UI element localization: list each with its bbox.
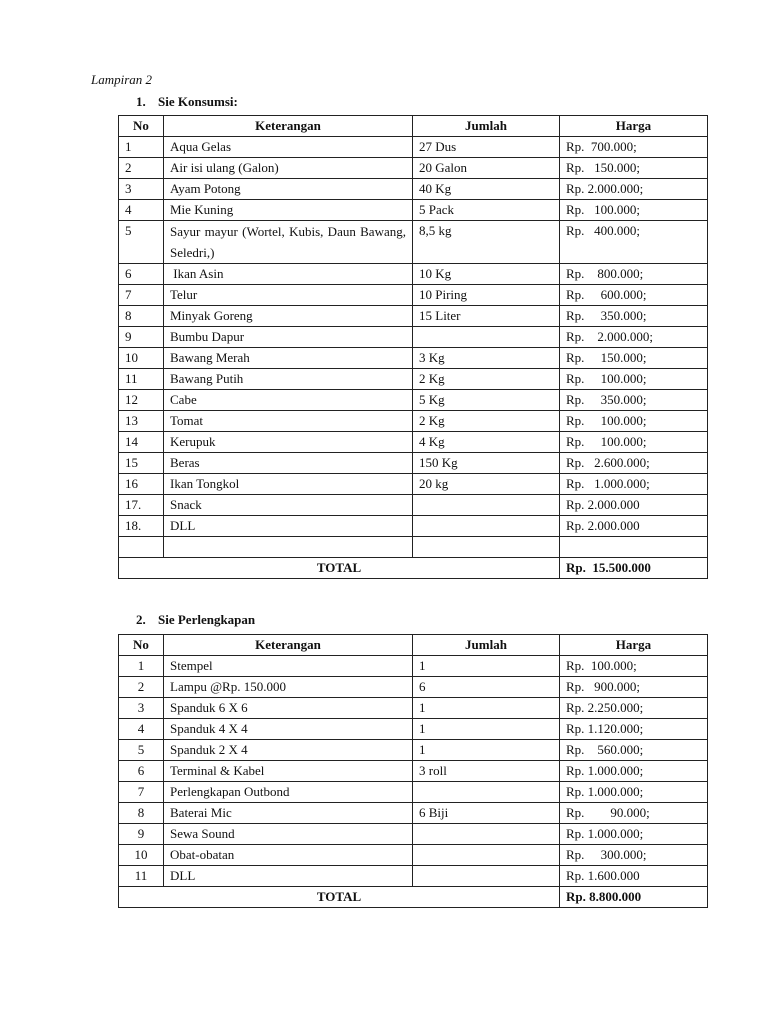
- cell-keterangan: Mie Kuning: [164, 200, 413, 221]
- table-row: [119, 824, 708, 845]
- table-row: [119, 327, 708, 348]
- cell-keterangan: Stempel: [164, 656, 413, 677]
- table-row: [119, 677, 708, 698]
- cell-jumlah: 4 Kg: [413, 432, 560, 453]
- table-row: [119, 369, 708, 390]
- table-row: [119, 740, 708, 761]
- cell-no: 13: [119, 411, 164, 432]
- table-row: [119, 158, 708, 179]
- section-2-number: 2.: [136, 612, 146, 627]
- cell-keterangan: Telur: [164, 285, 413, 306]
- cell-jumlah: 1: [413, 719, 560, 740]
- section-2-title: Sie Perlengkapan: [158, 612, 256, 627]
- cell-harga: [560, 537, 708, 558]
- cell-harga: Rp. 1.000.000;: [560, 782, 708, 803]
- cell-keterangan: Sayur mayur (Wortel, Kubis, Daun Bawang, Seledri,): [164, 221, 413, 264]
- cell-no: 8: [119, 803, 164, 824]
- cell-harga: Rp. 150.000;: [560, 348, 708, 369]
- cell-jumlah: 5 Kg: [413, 390, 560, 411]
- total-value: Rp. 15.500.000: [560, 558, 708, 579]
- cell-keterangan: DLL: [164, 516, 413, 537]
- cell-keterangan: Minyak Goreng: [164, 306, 413, 327]
- table-header-row: [119, 635, 708, 656]
- cell-jumlah: 27 Dus: [413, 137, 560, 158]
- cell-no: 17.: [119, 495, 164, 516]
- cell-keterangan: DLL: [164, 866, 413, 887]
- cell-jumlah: 3 roll: [413, 761, 560, 782]
- cell-harga: Rp. 800.000;: [560, 264, 708, 285]
- table-row: [119, 698, 708, 719]
- table-row: [119, 656, 708, 677]
- cell-no: 1: [119, 656, 164, 677]
- cell-jumlah: 2 Kg: [413, 369, 560, 390]
- table-row: [119, 179, 708, 200]
- header-no: No: [119, 635, 164, 656]
- cell-no: 2: [119, 677, 164, 698]
- cell-jumlah: [413, 327, 560, 348]
- cell-harga: Rp. 2.000.000: [560, 516, 708, 537]
- cell-jumlah: [413, 866, 560, 887]
- table-row: [119, 390, 708, 411]
- cell-no: 10: [119, 845, 164, 866]
- cell-no: 3: [119, 179, 164, 200]
- header-jumlah: Jumlah: [413, 635, 560, 656]
- table-row: [119, 137, 708, 158]
- header-jumlah: Jumlah: [413, 116, 560, 137]
- section-1-heading: [136, 94, 238, 110]
- cell-keterangan: Bawang Merah: [164, 348, 413, 369]
- cell-harga: Rp. 700.000;: [560, 137, 708, 158]
- table-row: [119, 348, 708, 369]
- cell-no: 14: [119, 432, 164, 453]
- total-row: [119, 558, 708, 579]
- table-row: [119, 516, 708, 537]
- cell-no: 11: [119, 866, 164, 887]
- cell-harga: Rp. 900.000;: [560, 677, 708, 698]
- cell-no: 9: [119, 824, 164, 845]
- cell-jumlah: 1: [413, 698, 560, 719]
- header-harga: Harga: [560, 116, 708, 137]
- cell-harga: Rp. 2.250.000;: [560, 698, 708, 719]
- cell-no: 12: [119, 390, 164, 411]
- cell-jumlah: 10 Piring: [413, 285, 560, 306]
- cell-harga: Rp. 560.000;: [560, 740, 708, 761]
- cell-keterangan: Baterai Mic: [164, 803, 413, 824]
- cell-no: 9: [119, 327, 164, 348]
- cell-keterangan: Terminal & Kabel: [164, 761, 413, 782]
- cell-keterangan: Kerupuk: [164, 432, 413, 453]
- cell-harga: Rp. 1.000.000;: [560, 761, 708, 782]
- header-keterangan: Keterangan: [164, 116, 413, 137]
- cell-no: 15: [119, 453, 164, 474]
- cell-keterangan: Beras: [164, 453, 413, 474]
- cell-no: 3: [119, 698, 164, 719]
- cell-keterangan: Perlengkapan Outbond: [164, 782, 413, 803]
- cell-harga: Rp. 100.000;: [560, 411, 708, 432]
- section-1-number: 1.: [136, 94, 146, 109]
- table-row: [119, 221, 708, 264]
- cell-no: 18.: [119, 516, 164, 537]
- cell-jumlah: 10 Kg: [413, 264, 560, 285]
- cell-keterangan: Cabe: [164, 390, 413, 411]
- cell-keterangan: Aqua Gelas: [164, 137, 413, 158]
- cell-jumlah: 6 Biji: [413, 803, 560, 824]
- cell-jumlah: 1: [413, 656, 560, 677]
- cell-no: [119, 537, 164, 558]
- cell-no: 7: [119, 782, 164, 803]
- table-row: [119, 803, 708, 824]
- table-row: [119, 306, 708, 327]
- table-row: [119, 453, 708, 474]
- table-row: [119, 285, 708, 306]
- cell-jumlah: 15 Liter: [413, 306, 560, 327]
- total-row: [119, 887, 708, 908]
- cell-no: 8: [119, 306, 164, 327]
- cell-harga: Rp. 300.000;: [560, 845, 708, 866]
- cell-keterangan: [164, 537, 413, 558]
- cell-jumlah: [413, 782, 560, 803]
- total-value: Rp. 8.800.000: [560, 887, 708, 908]
- table-row: [119, 474, 708, 495]
- cell-jumlah: 8,5 kg: [413, 221, 560, 264]
- cell-keterangan: Spanduk 4 X 4: [164, 719, 413, 740]
- cell-no: 2: [119, 158, 164, 179]
- section-1-title: Sie Konsumsi:: [158, 94, 238, 109]
- cell-harga: Rp. 1.600.000: [560, 866, 708, 887]
- cell-harga: Rp. 1.120.000;: [560, 719, 708, 740]
- cell-jumlah: 1: [413, 740, 560, 761]
- cell-jumlah: 40 Kg: [413, 179, 560, 200]
- table-header-row: [119, 116, 708, 137]
- appendix-label: Lampiran 2: [91, 72, 153, 87]
- cell-jumlah: 20 kg: [413, 474, 560, 495]
- cell-jumlah: 150 Kg: [413, 453, 560, 474]
- cell-jumlah: [413, 516, 560, 537]
- total-label: TOTAL: [119, 558, 560, 579]
- cell-keterangan: Bawang Putih: [164, 369, 413, 390]
- cell-harga: Rp. 350.000;: [560, 306, 708, 327]
- cell-no: 10: [119, 348, 164, 369]
- cell-jumlah: 6: [413, 677, 560, 698]
- cell-jumlah: 3 Kg: [413, 348, 560, 369]
- cell-keterangan: Ayam Potong: [164, 179, 413, 200]
- cell-keterangan: Spanduk 2 X 4: [164, 740, 413, 761]
- cell-keterangan: Lampu @Rp. 150.000: [164, 677, 413, 698]
- cell-keterangan: Obat-obatan: [164, 845, 413, 866]
- cell-harga: Rp. 100.000;: [560, 432, 708, 453]
- table-row: [119, 719, 708, 740]
- cell-jumlah: [413, 537, 560, 558]
- cell-harga: Rp. 90.000;: [560, 803, 708, 824]
- header-keterangan: Keterangan: [164, 635, 413, 656]
- cell-harga: Rp. 2.000.000: [560, 495, 708, 516]
- cell-no: 1: [119, 137, 164, 158]
- cell-harga: Rp. 400.000;: [560, 221, 708, 264]
- cell-harga: Rp. 100.000;: [560, 200, 708, 221]
- cell-no: 6: [119, 761, 164, 782]
- table-row: [119, 761, 708, 782]
- konsumsi-table: [118, 115, 708, 579]
- cell-no: 5: [119, 740, 164, 761]
- cell-no: 4: [119, 200, 164, 221]
- cell-keterangan: Ikan Tongkol: [164, 474, 413, 495]
- table-row: [119, 495, 708, 516]
- cell-harga: Rp. 2.000.000;: [560, 327, 708, 348]
- section-2-heading: [136, 612, 255, 628]
- cell-no: 6: [119, 264, 164, 285]
- cell-harga: Rp. 100.000;: [560, 656, 708, 677]
- cell-keterangan: Spanduk 6 X 6: [164, 698, 413, 719]
- cell-no: 16: [119, 474, 164, 495]
- table-row: [119, 537, 708, 558]
- table-row: [119, 432, 708, 453]
- cell-harga: Rp. 100.000;: [560, 369, 708, 390]
- cell-jumlah: 2 Kg: [413, 411, 560, 432]
- cell-no: 7: [119, 285, 164, 306]
- cell-harga: Rp. 150.000;: [560, 158, 708, 179]
- cell-keterangan: Tomat: [164, 411, 413, 432]
- cell-keterangan: Snack: [164, 495, 413, 516]
- cell-jumlah: 5 Pack: [413, 200, 560, 221]
- header-no: No: [119, 116, 164, 137]
- cell-keterangan: Sewa Sound: [164, 824, 413, 845]
- cell-keterangan: Bumbu Dapur: [164, 327, 413, 348]
- cell-no: 4: [119, 719, 164, 740]
- cell-no: 5: [119, 221, 164, 264]
- total-label: TOTAL: [119, 887, 560, 908]
- cell-jumlah: [413, 845, 560, 866]
- table-row: [119, 866, 708, 887]
- cell-jumlah: [413, 824, 560, 845]
- cell-keterangan: Air isi ulang (Galon): [164, 158, 413, 179]
- header-harga: Harga: [560, 635, 708, 656]
- table-row: [119, 200, 708, 221]
- table-row: [119, 411, 708, 432]
- cell-keterangan: Ikan Asin: [164, 264, 413, 285]
- cell-harga: Rp. 1.000.000;: [560, 824, 708, 845]
- cell-harga: Rp. 2.600.000;: [560, 453, 708, 474]
- cell-harga: Rp. 600.000;: [560, 285, 708, 306]
- cell-jumlah: [413, 495, 560, 516]
- table-row: [119, 264, 708, 285]
- cell-harga: Rp. 350.000;: [560, 390, 708, 411]
- cell-no: 11: [119, 369, 164, 390]
- cell-harga: Rp. 1.000.000;: [560, 474, 708, 495]
- table-row: [119, 782, 708, 803]
- perlengkapan-table: [118, 634, 708, 908]
- cell-jumlah: 20 Galon: [413, 158, 560, 179]
- table-row: [119, 845, 708, 866]
- cell-harga: Rp. 2.000.000;: [560, 179, 708, 200]
